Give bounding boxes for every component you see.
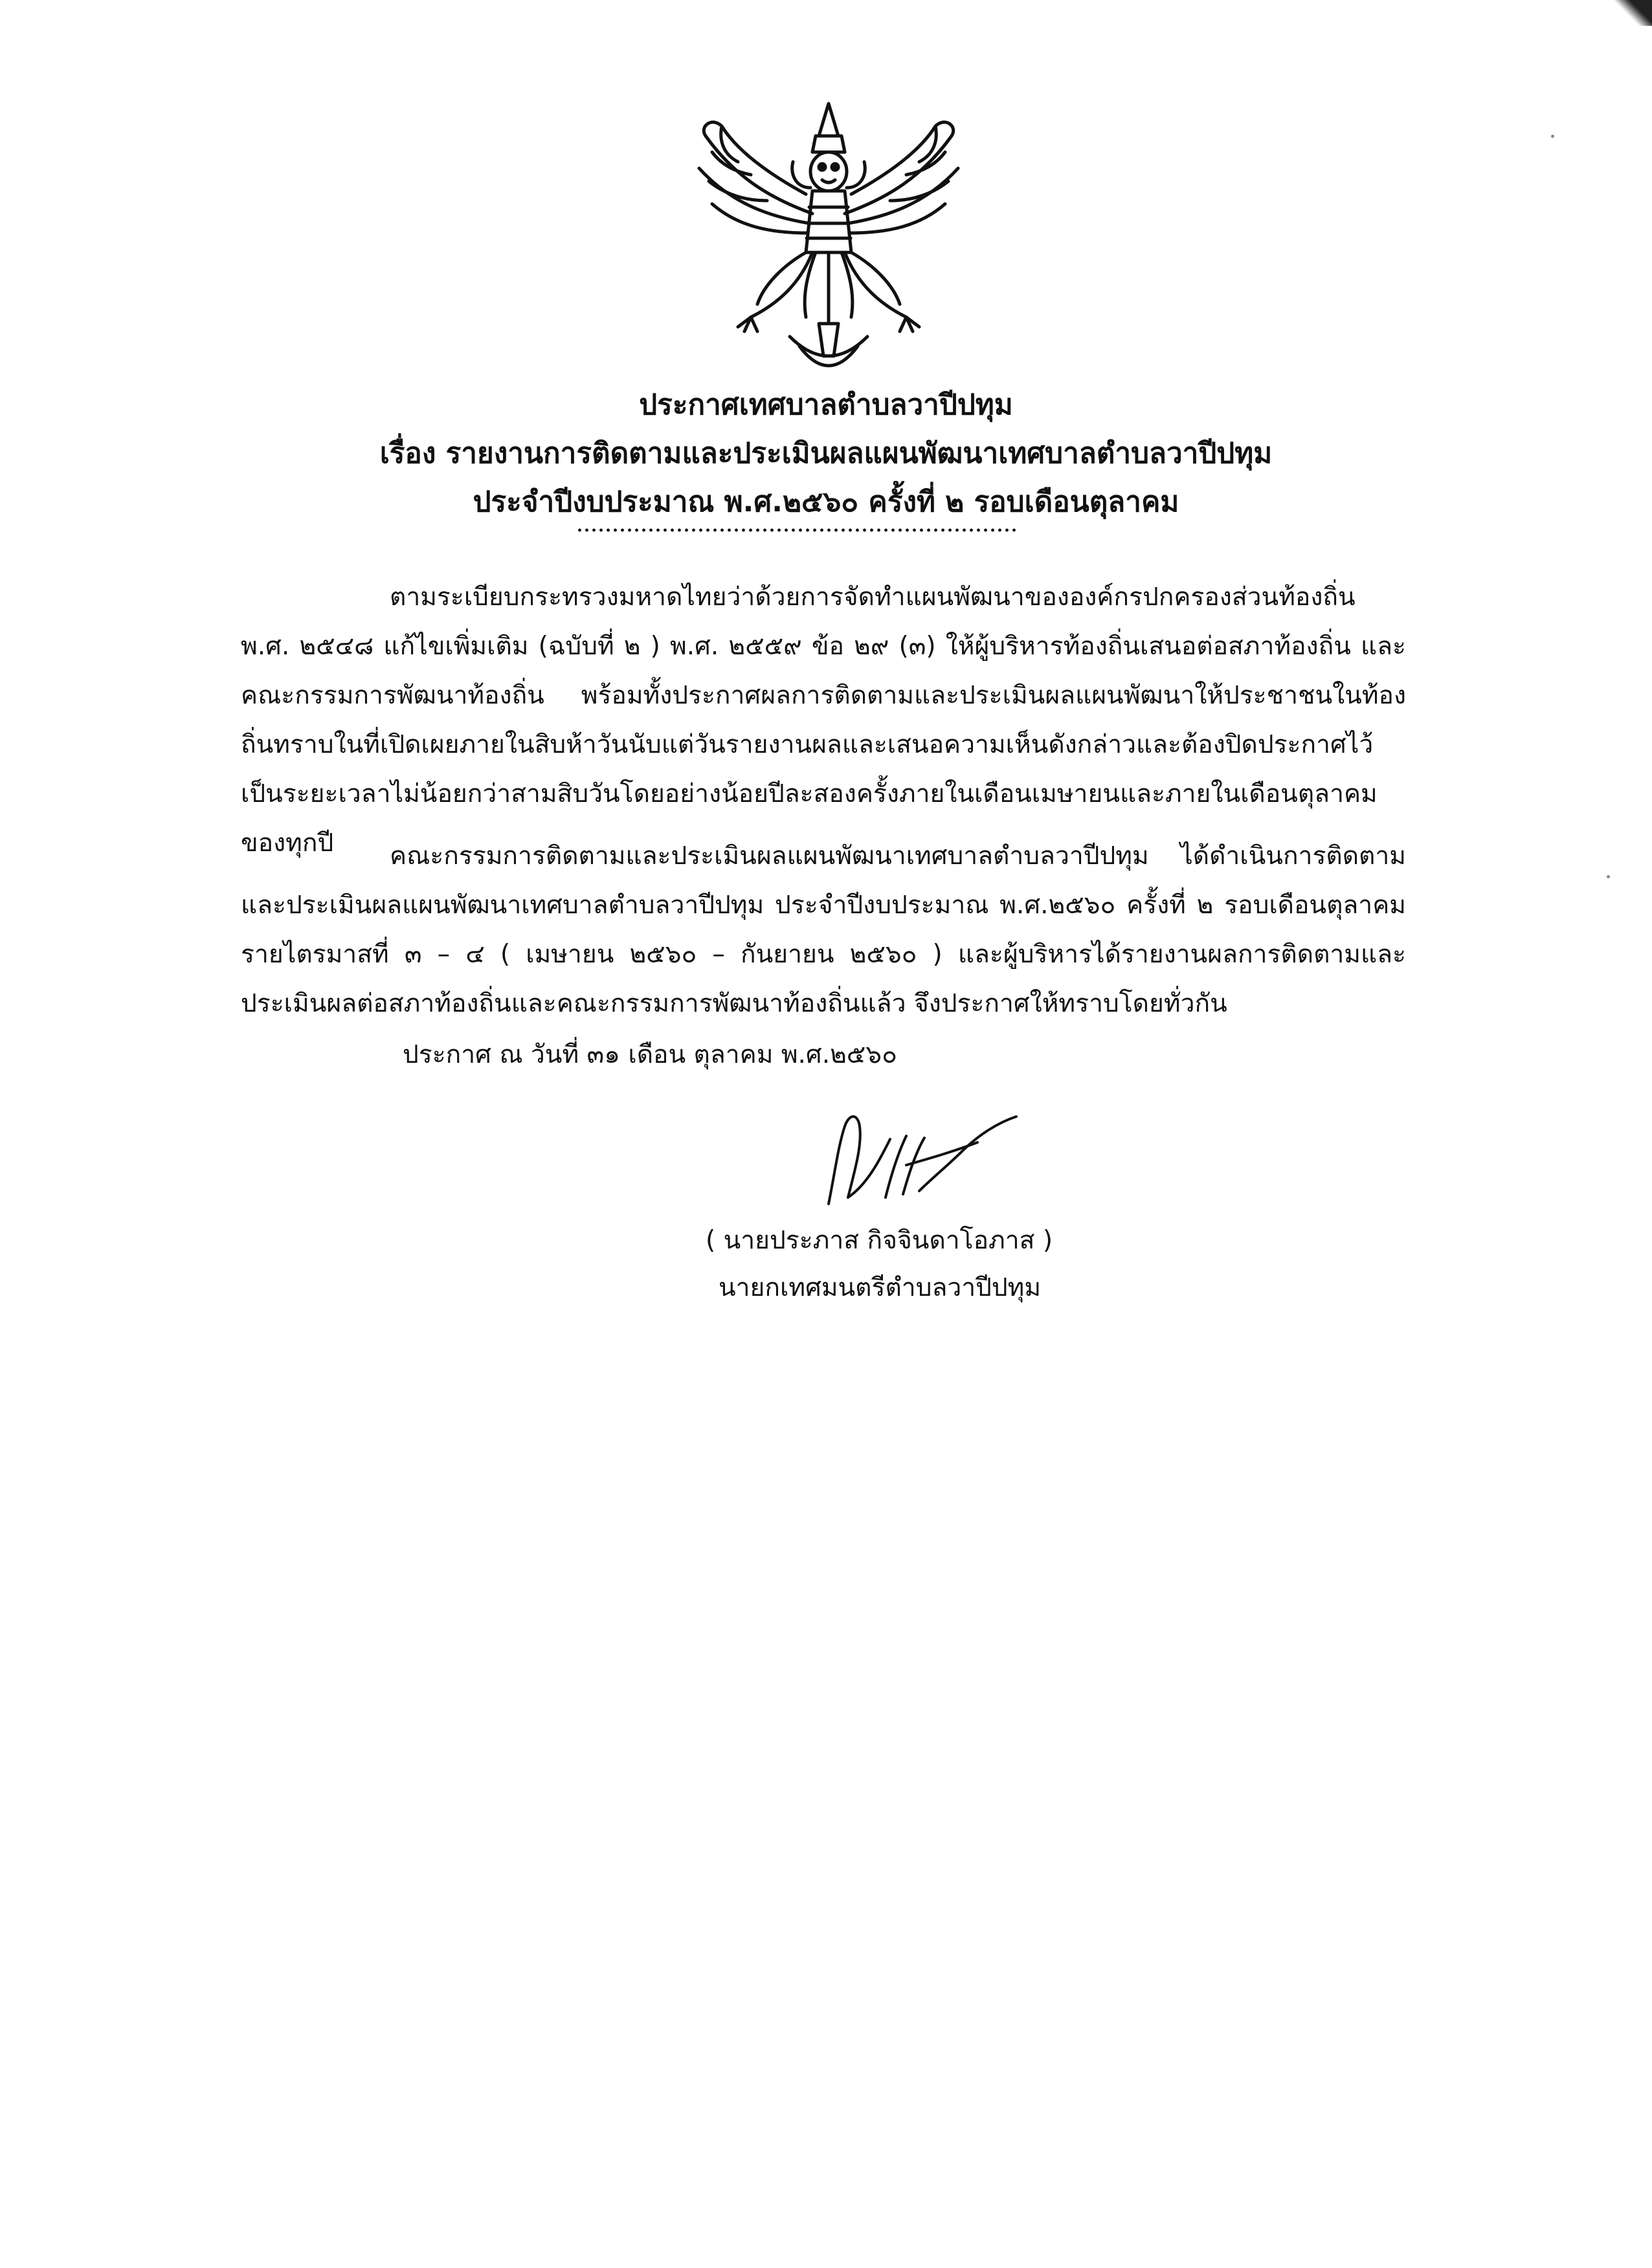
scan-shadow-corner xyxy=(1613,0,1652,26)
body-paragraph-2: คณะกรรมการติดตามและประเมินผลแผนพัฒนาเทศบาลตำบลวาปีปทุม ได้ดำเนินการติดตามและประเมินผลแผนพัฒนาเทศบาลตำบลวาปีปทุม ประจำปีงบประมาณ พ.ศ.๒๕๖๐ ครั้งที่ ๒ รอบเดือนตุลาคม รายไตรมาสที่ ๓ – ๔ ( เมษายน ๒๕๖๐ – กันยายน ๒๕๖๐ ) และผู้บริหารได้รายงานผลการติดตามและประเมินผลต่อสภาท้องถิ่นและคณะกรรมการพัฒนาท้องถิ่นแล้ว จึงประกาศให้ทราบโดยทั่วกัน xyxy=(241,841,1406,1018)
garuda-emblem-icon xyxy=(660,91,997,388)
scan-speck xyxy=(1551,135,1554,138)
announcement-dateline: ประกาศ ณ วันที่ ๓๑ เดือน ตุลาคม พ.ศ.๒๕๖๐ xyxy=(403,1040,897,1069)
dotted-separator xyxy=(576,528,1016,533)
handwritten-signature-icon xyxy=(809,1087,1042,1217)
announcement-title: ประกาศเทศบาลตำบลวาปีปทุม xyxy=(639,388,1013,421)
signer-position: นายกเทศมนตรีตำบลวาปีปทุม xyxy=(719,1273,1042,1302)
scan-speck xyxy=(1607,875,1610,878)
announcement-fiscal-line: ประจำปีงบประมาณ พ.ศ.๒๕๖๐ ครั้งที่ ๒ รอบเดือนตุลาคม xyxy=(473,485,1179,518)
signer-name: ( นายประภาส กิจจินดาโอภาส ) xyxy=(706,1226,1053,1255)
body-paragraph-1: ตามระเบียบกระทรวงมหาดไทยว่าด้วยการจัดทำแผนพัฒนาขององค์กรปกครองส่วนท้องถิ่น พ.ศ. ๒๕๔๘ แก้ไขเพิ่มเติม (ฉบับที่ ๒ ) พ.ศ. ๒๕๕๙ ข้อ ๒๙ (๓) ให้ผู้บริหารท้องถิ่นเสนอต่อสภาท้องถิ่น และคณะกรรมการพัฒนาท้องถิ่น พร้อมทั้งประกาศผลการติดตามและประเมินผลแผนพัฒนาให้ประชาชนในท้องถิ่นทราบในที่เปิดเผยภายในสิบห้าวันนับแต่วันรายงานผลและเสนอความเห็นดังกล่าวและต้องปิดประกาศไว้เป็นระยะเวลาไม่น้อยกว่าสามสิบวันโดยอย่างน้อยปีละสองครั้งภายในเดือนเมษายนและภายในเดือนตุลาคมของทุกปี xyxy=(241,583,1406,858)
announcement-subject: เรื่อง รายงานการติดตามและประเมินผลแผนพัฒนาเทศบาลตำบลวาปีปทุม xyxy=(379,437,1273,470)
